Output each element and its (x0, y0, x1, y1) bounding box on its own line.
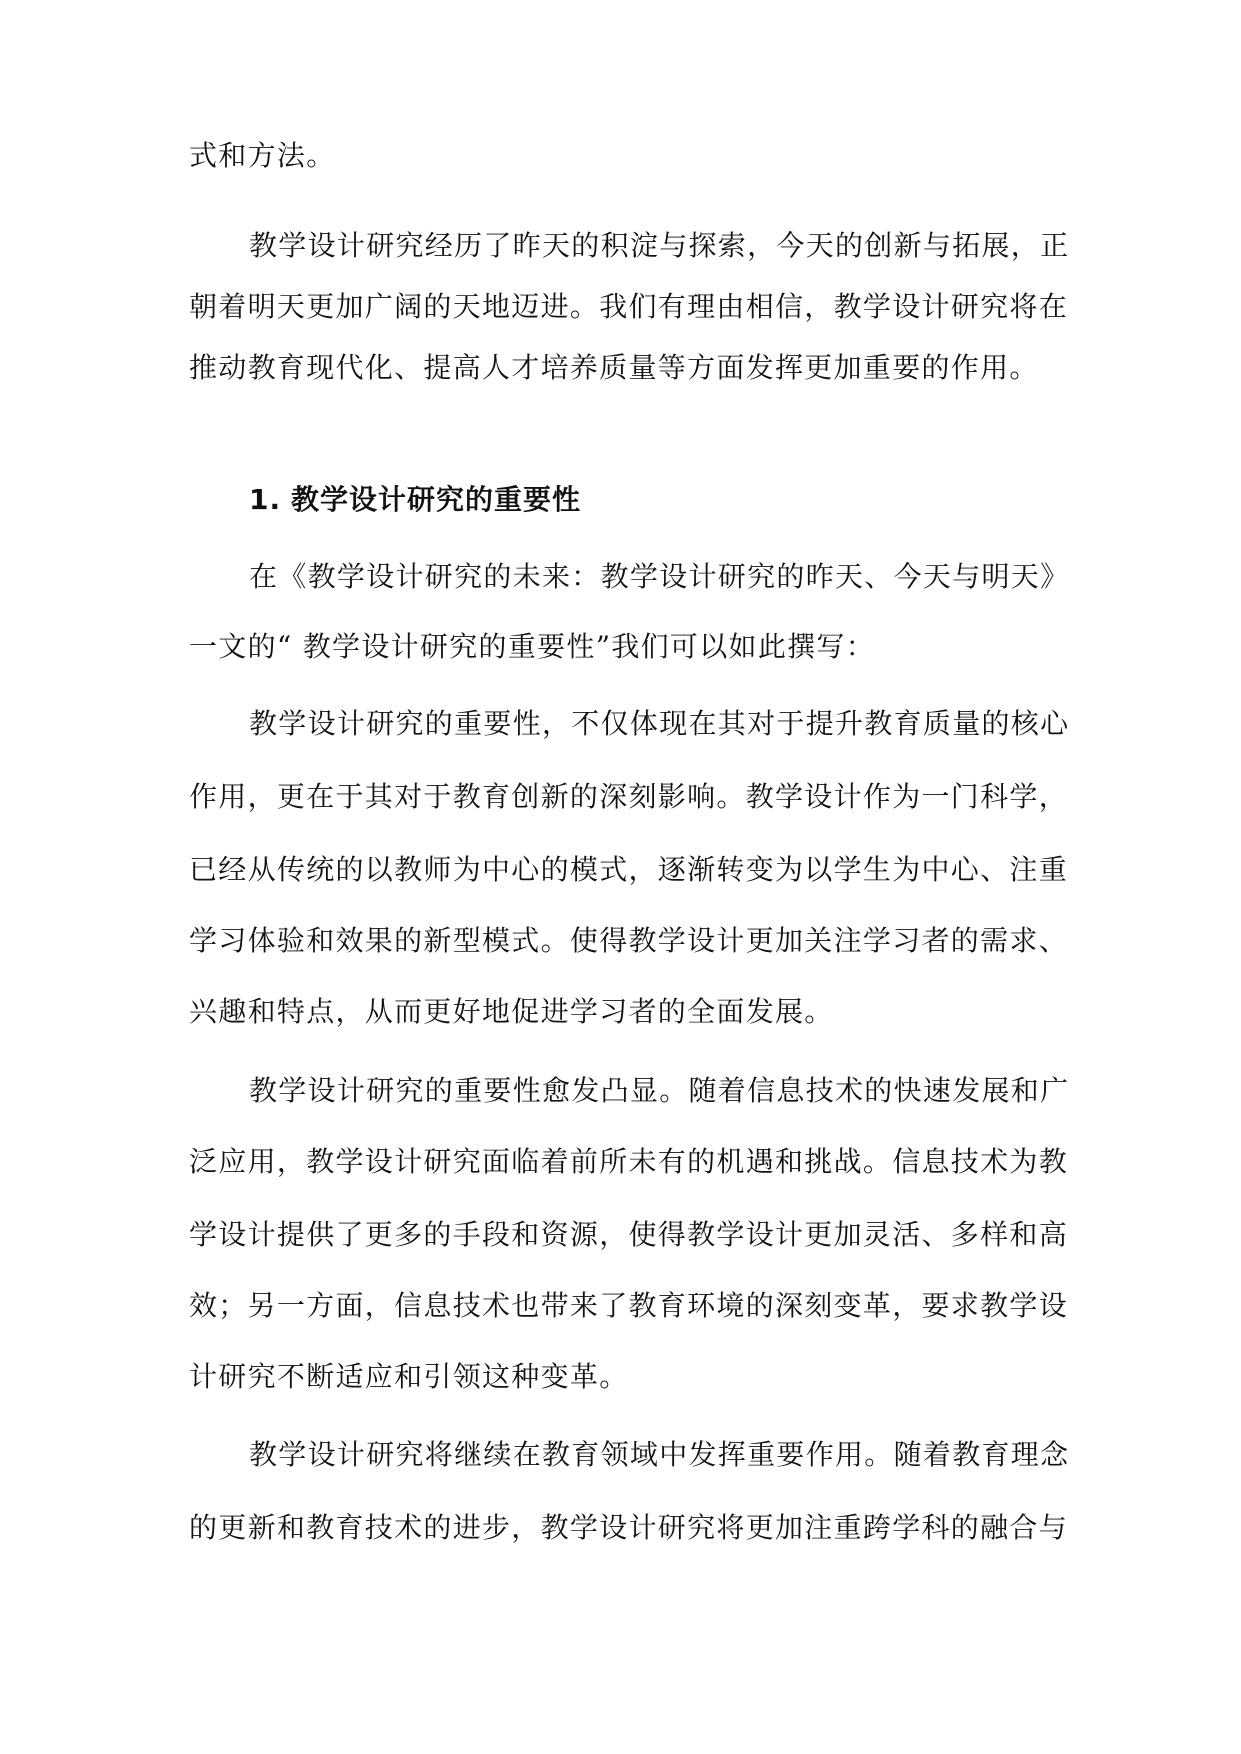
paragraph-line: 计研究不断适应和引领这种变革。 (189, 1360, 629, 1393)
paragraph-line: 学设计提供了更多的手段和资源，使得教学设计更加灵活、多样和高 (189, 1218, 1069, 1251)
paragraph-line: 一文的“ 教学设计研究的重要性”我们可以如此撰写： (189, 630, 876, 663)
paragraph-line: 教学设计研究将继续在教育领域中发挥重要作用。随着教育理念 (249, 1438, 1070, 1471)
paragraph-line: 的更新和教育技术的进步，教学设计研究将更加注重跨学科的融合与 (189, 1511, 1069, 1544)
paragraph-line: 在《教学设计研究的未来：教学设计研究的昨天、今天与明天》 (249, 560, 1070, 593)
section-title: 教学设计研究的重要性 (291, 483, 582, 516)
paragraph-line: 教学设计研究的重要性，不仅体现在其对于提升教育质量的核心 (249, 707, 1070, 740)
paragraph-line: 已经从传统的以教师为中心的模式，逐渐转变为以学生为中心、注重 (189, 853, 1069, 886)
section-heading (249, 480, 581, 520)
paragraph-line: 朝着明天更加广阔的天地迈进。我们有理由相信，教学设计研究将在 (189, 290, 1069, 323)
paragraph-line: 作用，更在于其对于教育创新的深刻影响。教学设计作为一门科学， (189, 780, 1069, 813)
paragraph-line: 泛应用，教学设计研究面临着前所未有的机遇和挑战。信息技术为教 (189, 1145, 1069, 1178)
paragraph-line: 式和方法。 (189, 139, 336, 172)
paragraph-line: 教学设计研究的重要性愈发凸显。随着信息技术的快速发展和广 (249, 1074, 1070, 1107)
paragraph-line: 教学设计研究经历了昨天的积淀与探索，今天的创新与拓展，正 (249, 229, 1070, 262)
paragraph-line: 学习体验和效果的新型模式。使得教学设计更加关注学习者的需求、 (189, 924, 1069, 957)
paragraph-line: 兴趣和特点，从而更好地促进学习者的全面发展。 (189, 995, 834, 1028)
section-number: 1. (249, 483, 282, 516)
paragraph-line: 效；另一方面，信息技术也带来了教育环境的深刻变革，要求教学设 (189, 1289, 1069, 1322)
paragraph-line: 推动教育现代化、提高人才培养质量等方面发挥更加重要的作用。 (189, 351, 1039, 384)
